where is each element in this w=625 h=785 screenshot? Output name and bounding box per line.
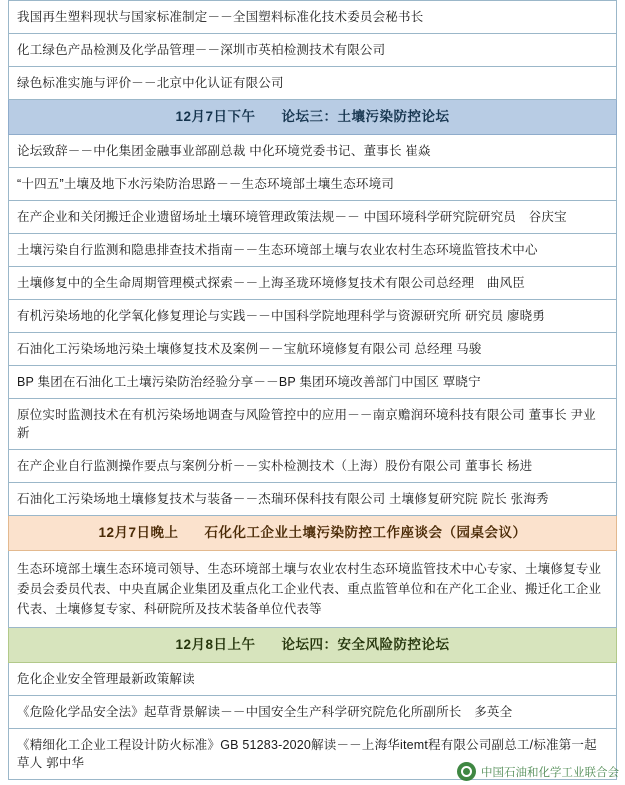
session-header bbox=[8, 516, 617, 551]
session-title: 论坛三：土壤污染防控论坛 bbox=[281, 109, 450, 124]
watermark bbox=[457, 762, 619, 781]
agenda-row: 绿色标准实施与评价－－北京中化认证有限公司 bbox=[8, 67, 617, 100]
session-time: 12月7日下午 bbox=[175, 109, 256, 124]
agenda-row: 石油化工污染场地土壤修复技术与装备－－杰瑞环保科技有限公司 土壤修复研究院 院长 张海秀 bbox=[8, 483, 617, 516]
session-header bbox=[8, 100, 617, 135]
agenda-row: “十四五”土壤及地下水污染防治思路－－生态环境部土壤生态环境司 bbox=[8, 168, 617, 201]
agenda-row: 我国再生塑料现状与国家标准制定－－全国塑料标准化技术委员会秘书长 bbox=[8, 0, 617, 34]
agenda-row: 化工绿色产品检测及化学品管理－－深圳市英柏检测技术有限公司 bbox=[8, 34, 617, 67]
agenda-row: 论坛致辞－－中化集团金融事业部副总裁 中化环境党委书记、董事长 崔焱 bbox=[8, 135, 617, 168]
circle-logo-icon bbox=[457, 762, 476, 781]
agenda-row: 在产企业自行监测操作要点与案例分析－－实朴检测技术（上海）股份有限公司 董事长 杨进 bbox=[8, 450, 617, 483]
session-title: 石化化工企业土壤污染防控工作座谈会（园桌会议） bbox=[204, 525, 527, 540]
session-time: 12月8日上午 bbox=[175, 637, 256, 652]
session-header bbox=[8, 628, 617, 663]
agenda-row: 《精细化工企业工程设计防火标准》GB 51283-2020解读－－上海华itemt程有限公司副总工/标准第一起草人 郭中华 bbox=[8, 729, 617, 780]
agenda-row: 生态环境部土壤生态环境司领导、生态环境部土壤与农业农村生态环境监管技术中心专家、土壤修复专业委员会委员代表、中央直属企业集团及重点化工企业代表、重点监管单位和在产化工企业、搬迁化工企业代表、土壤修复专家、科研院所及技术装备单位代表等 bbox=[8, 551, 617, 628]
agenda-row: 原位实时监测技术在有机污染场地调查与风险管控中的应用－－南京赡润环境科技有限公司 董事长 尹业新 bbox=[8, 399, 617, 450]
agenda-row: 《危险化学品安全法》起草背景解读－－中国安全生产科学研究院危化所副所长 多英全 bbox=[8, 696, 617, 729]
watermark-label: 中国石油和化学工业联合会 bbox=[481, 766, 619, 779]
agenda-row: 在产企业和关闭搬迁企业遗留场址土壤环境管理政策法规－－ 中国环境科学研究院研究员 谷庆宝 bbox=[8, 201, 617, 234]
agenda-row: 土壤修复中的全生命周期管理模式探索－－上海圣珑环境修复技术有限公司总经理 曲风臣 bbox=[8, 267, 617, 300]
agenda-row: 土壤污染自行监测和隐患排查技术指南－－生态环境部土壤与农业农村生态环境监管技术中心 bbox=[8, 234, 617, 267]
agenda-row: 危化企业安全管理最新政策解读 bbox=[8, 663, 617, 696]
session-title: 论坛四：安全风险防控论坛 bbox=[281, 637, 450, 652]
session-time: 12月7日晚上 bbox=[98, 525, 179, 540]
agenda-row: BP 集团在石油化工土壤污染防治经验分享－－BP 集团环境改善部门中国区 覃晓宁 bbox=[8, 366, 617, 399]
agenda-row: 有机污染场地的化学氧化修复理论与实践－－中国科学院地理科学与资源研究所 研究员 廖晓勇 bbox=[8, 300, 617, 333]
agenda-row: 石油化工污染场地污染土壤修复技术及案例－－宝航环境修复有限公司 总经理 马骏 bbox=[8, 333, 617, 366]
